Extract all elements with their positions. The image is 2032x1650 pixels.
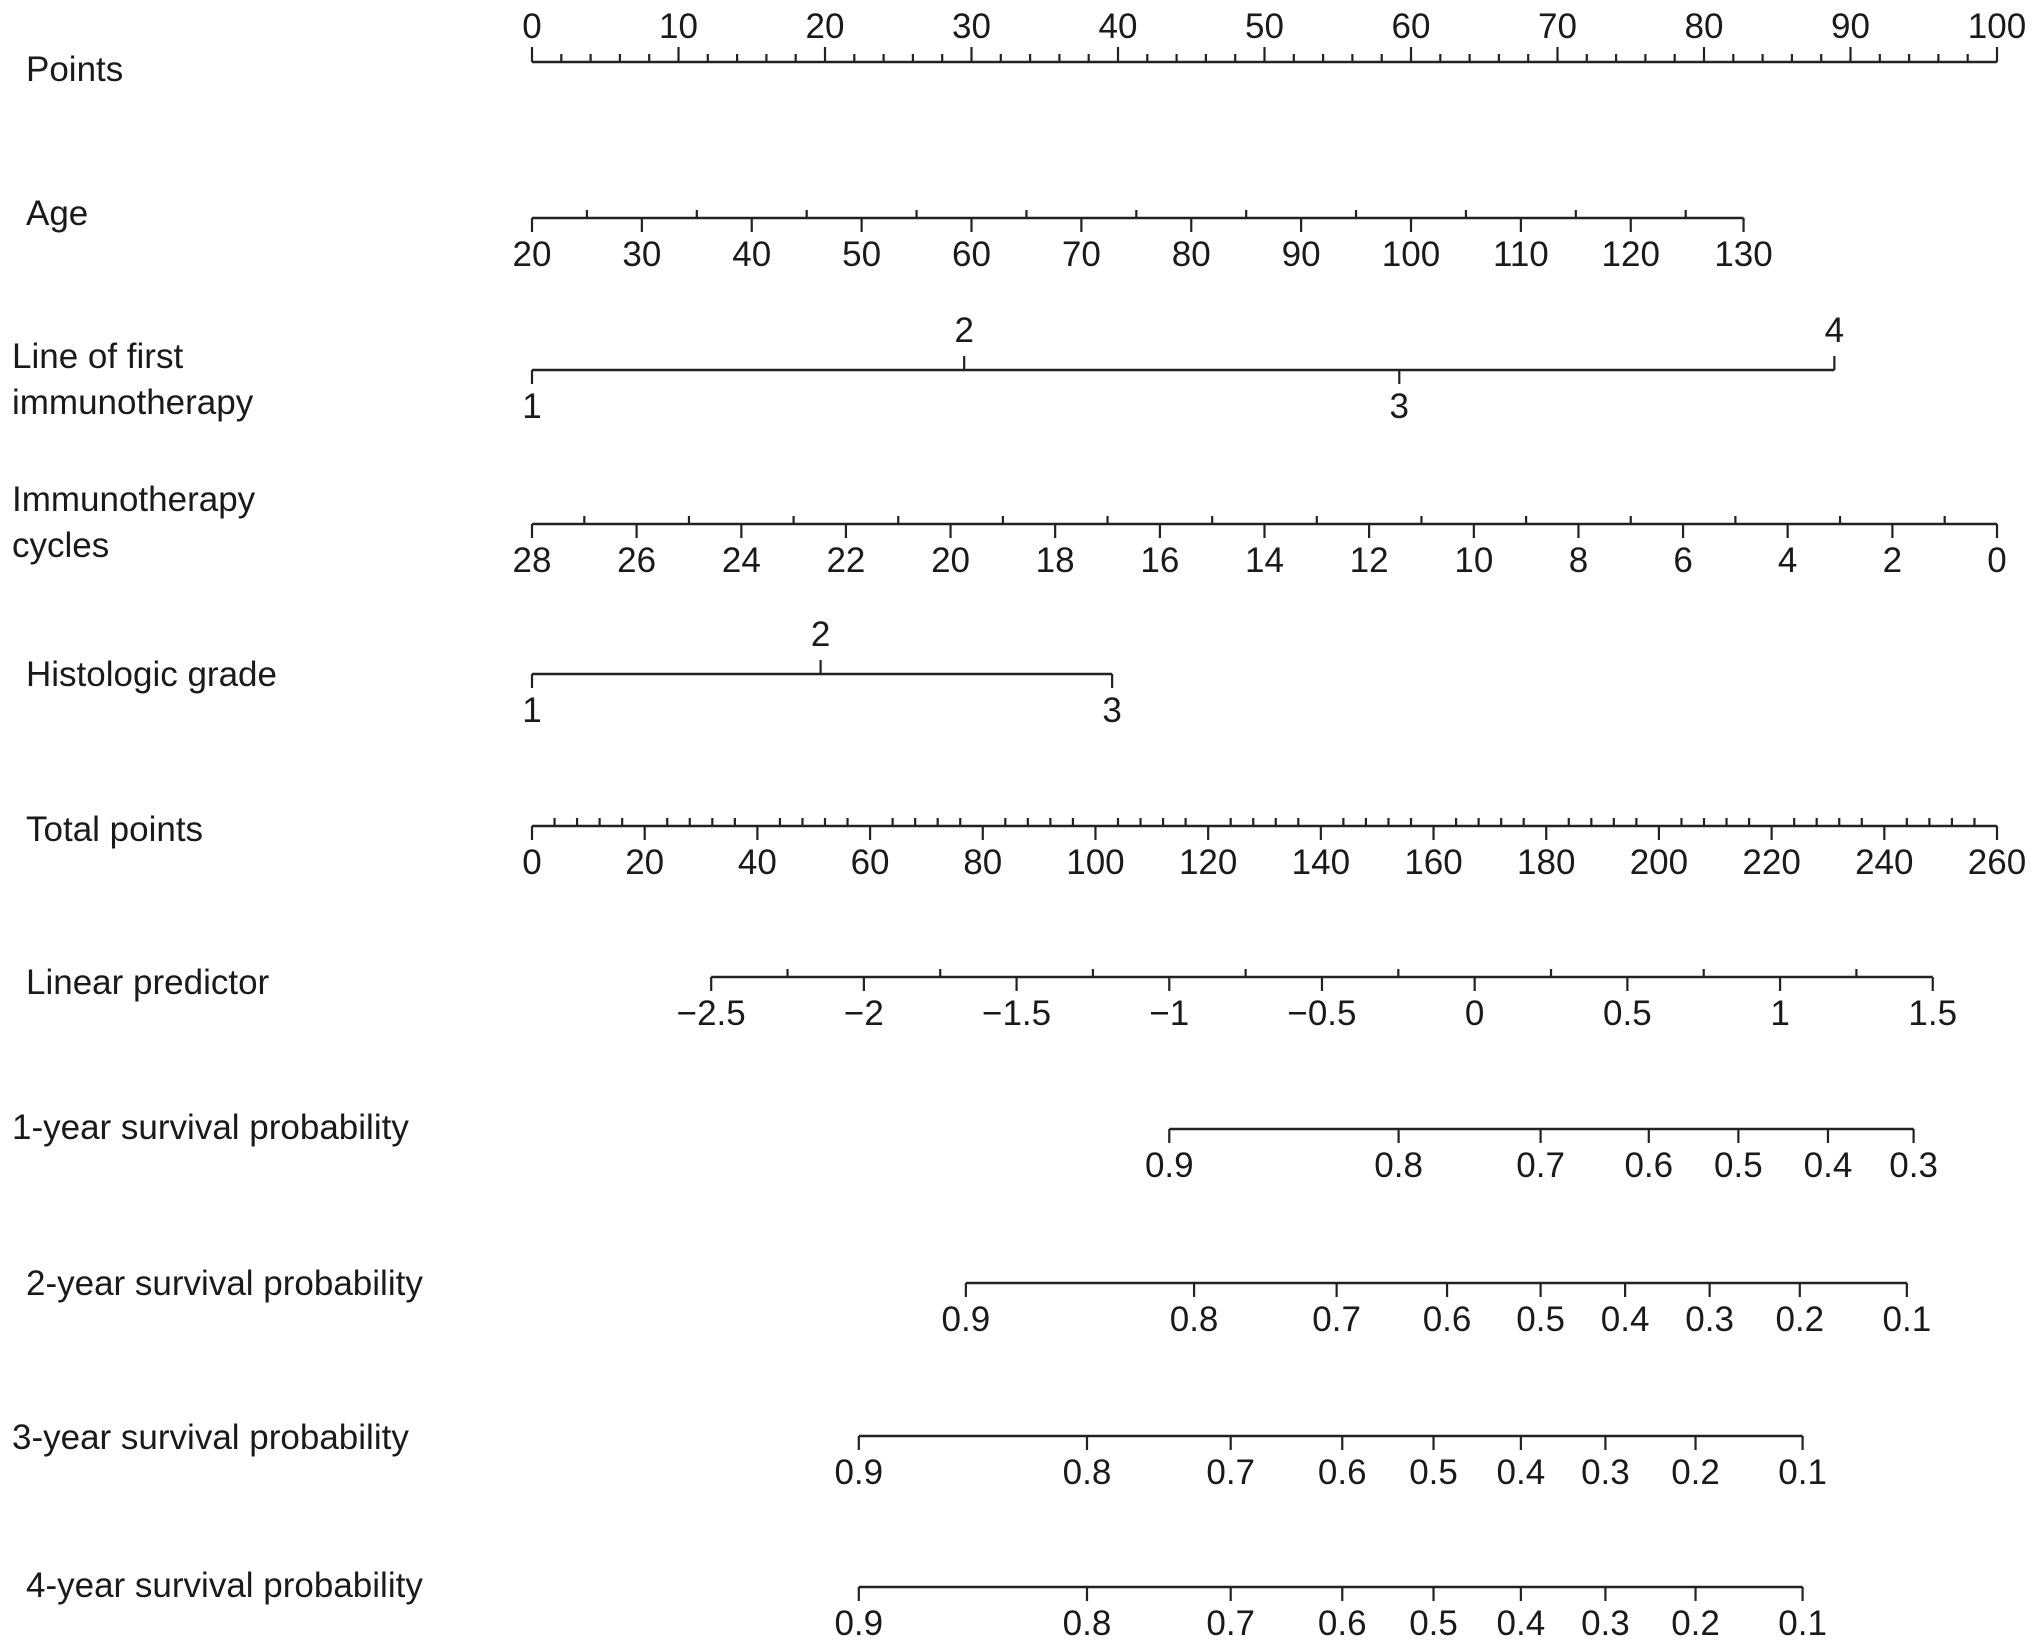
- tick-label: 40: [737, 843, 777, 882]
- row-label: Immunotherapy: [12, 480, 256, 519]
- tick-label: 0.3: [1581, 1453, 1630, 1492]
- tick-label: 60: [850, 843, 890, 882]
- tick-label: 0.9: [1144, 1146, 1194, 1185]
- tick-label: 0.6: [1422, 1300, 1472, 1339]
- tick-label: 0.7: [1312, 1300, 1361, 1339]
- tick-label: 26: [617, 541, 657, 580]
- tick-label: −2: [843, 994, 884, 1033]
- tick-label: 24: [721, 541, 761, 580]
- nomogram-row: [26, 963, 1957, 1033]
- row-label: Age: [26, 194, 89, 233]
- tick-label: 20: [931, 541, 971, 580]
- tick-label: 0.3: [1889, 1146, 1938, 1185]
- nomogram-row: [12, 1108, 1938, 1185]
- row-label: Line of first: [12, 337, 184, 376]
- tick-label: 260: [1967, 843, 2027, 882]
- tick-label: 0.9: [941, 1300, 991, 1339]
- tick-label: 3: [1389, 387, 1410, 426]
- row-label: Total points: [26, 810, 204, 849]
- tick-label: 0.2: [1775, 1300, 1825, 1339]
- tick-label: 1: [522, 387, 542, 426]
- nomogram-row: [26, 1566, 1827, 1643]
- tick-label: 0.3: [1581, 1604, 1630, 1643]
- tick-label: 4: [1824, 311, 1845, 350]
- tick-label: 70: [1061, 235, 1101, 274]
- tick-label: 12: [1349, 541, 1389, 580]
- tick-label: 18: [1035, 541, 1075, 580]
- tick-label: 0.8: [1062, 1453, 1112, 1492]
- row-label: 3-year survival probability: [12, 1418, 409, 1457]
- row-label: Linear predictor: [26, 963, 270, 1002]
- tick-label: 8: [1568, 541, 1589, 580]
- tick-label: 0.8: [1374, 1146, 1423, 1185]
- tick-label: 100: [1066, 843, 1125, 882]
- tick-label: 1.5: [1908, 994, 1958, 1033]
- tick-label: 80: [1684, 7, 1724, 46]
- tick-label: 0: [522, 7, 542, 46]
- tick-label: 180: [1517, 843, 1576, 882]
- tick-label: 0.1: [1882, 1300, 1932, 1339]
- tick-label: 40: [732, 235, 772, 274]
- tick-label: −0.5: [1287, 994, 1357, 1033]
- tick-label: 40: [1098, 7, 1138, 46]
- tick-label: 200: [1629, 843, 1689, 882]
- tick-label: 1: [1770, 994, 1790, 1033]
- tick-label: 2: [954, 311, 974, 350]
- tick-label: 14: [1245, 541, 1284, 580]
- tick-label: 120: [1178, 843, 1238, 882]
- tick-label: 10: [659, 7, 698, 46]
- nomogram-row: [26, 810, 2026, 882]
- tick-label: 140: [1291, 843, 1351, 882]
- tick-label: 0.4: [1600, 1300, 1650, 1339]
- tick-label: 22: [826, 541, 866, 580]
- tick-label: 120: [1601, 235, 1660, 274]
- tick-label: −1: [1149, 994, 1190, 1033]
- tick-label: 90: [1831, 7, 1870, 46]
- tick-label: 4: [1777, 541, 1798, 580]
- tick-label: 0.4: [1496, 1604, 1546, 1643]
- tick-label: 10: [1454, 541, 1494, 580]
- tick-label: 0: [1464, 994, 1485, 1033]
- tick-label: 240: [1855, 843, 1914, 882]
- tick-label: 0.4: [1496, 1453, 1546, 1492]
- tick-label: 20: [512, 235, 552, 274]
- tick-label: 0.5: [1409, 1604, 1458, 1643]
- row-label: 1-year survival probability: [12, 1108, 409, 1147]
- nomogram-rows: [12, 7, 2026, 1643]
- tick-label: 80: [963, 843, 1003, 882]
- nomogram-row: [26, 7, 2026, 89]
- tick-label: 0.7: [1206, 1604, 1256, 1643]
- nomogram-row: [26, 1264, 1931, 1339]
- nomogram-row: [26, 615, 1122, 730]
- tick-label: 30: [952, 7, 991, 46]
- tick-label: 130: [1714, 235, 1773, 274]
- tick-label: 60: [1391, 7, 1431, 46]
- tick-label: 0: [522, 843, 542, 882]
- tick-label: 0.9: [834, 1453, 884, 1492]
- row-label: Histologic grade: [26, 655, 277, 694]
- tick-label: 0.2: [1671, 1453, 1720, 1492]
- tick-label: 2: [1882, 541, 1903, 580]
- tick-label: 30: [622, 235, 662, 274]
- tick-label: 90: [1281, 235, 1321, 274]
- tick-label: 0.7: [1206, 1453, 1256, 1492]
- tick-label: 0.6: [1624, 1146, 1674, 1185]
- tick-label: 0.6: [1317, 1604, 1367, 1643]
- tick-label: 0.5: [1603, 994, 1652, 1033]
- row-label: 4-year survival probability: [26, 1566, 423, 1605]
- tick-label: 0.3: [1685, 1300, 1734, 1339]
- tick-label: −2.5: [676, 994, 746, 1033]
- tick-label: 6: [1673, 541, 1693, 580]
- tick-label: 1: [522, 691, 542, 730]
- tick-label: 100: [1967, 7, 2027, 46]
- row-label: immunotherapy: [12, 383, 254, 422]
- tick-label: 0.8: [1062, 1604, 1112, 1643]
- tick-label: 0.7: [1516, 1146, 1565, 1185]
- tick-label: 80: [1171, 235, 1211, 274]
- tick-label: 50: [842, 235, 882, 274]
- nomogram-row: [12, 480, 2007, 580]
- tick-label: 100: [1381, 235, 1441, 274]
- tick-label: 60: [952, 235, 991, 274]
- row-label: Points: [26, 50, 124, 89]
- tick-label: 0.5: [1516, 1300, 1565, 1339]
- tick-label: 0.1: [1778, 1453, 1827, 1492]
- tick-label: 110: [1492, 235, 1549, 274]
- nomogram-row: [26, 194, 1773, 274]
- tick-label: 0.5: [1409, 1453, 1458, 1492]
- tick-label: 0.6: [1317, 1453, 1367, 1492]
- tick-label: 20: [625, 843, 665, 882]
- tick-label: 0.8: [1169, 1300, 1219, 1339]
- tick-label: 3: [1102, 691, 1122, 730]
- tick-label: 0.1: [1778, 1604, 1827, 1643]
- tick-label: 0: [1987, 541, 2007, 580]
- row-label: cycles: [12, 526, 110, 565]
- tick-label: 28: [512, 541, 552, 580]
- tick-label: 70: [1538, 7, 1577, 46]
- row-label: 2-year survival probability: [26, 1264, 423, 1303]
- nomogram-row: [12, 311, 1844, 426]
- tick-label: 160: [1404, 843, 1463, 882]
- tick-label: 220: [1742, 843, 1801, 882]
- tick-label: 0.2: [1671, 1604, 1720, 1643]
- nomogram-row: [12, 1418, 1827, 1492]
- tick-label: 50: [1245, 7, 1284, 46]
- tick-label: −1.5: [982, 994, 1052, 1033]
- tick-label: 0.4: [1803, 1146, 1853, 1185]
- tick-label: 20: [805, 7, 845, 46]
- tick-label: 16: [1140, 541, 1180, 580]
- tick-label: 2: [810, 615, 831, 654]
- tick-label: 0.9: [834, 1604, 884, 1643]
- tick-label: 0.5: [1714, 1146, 1763, 1185]
